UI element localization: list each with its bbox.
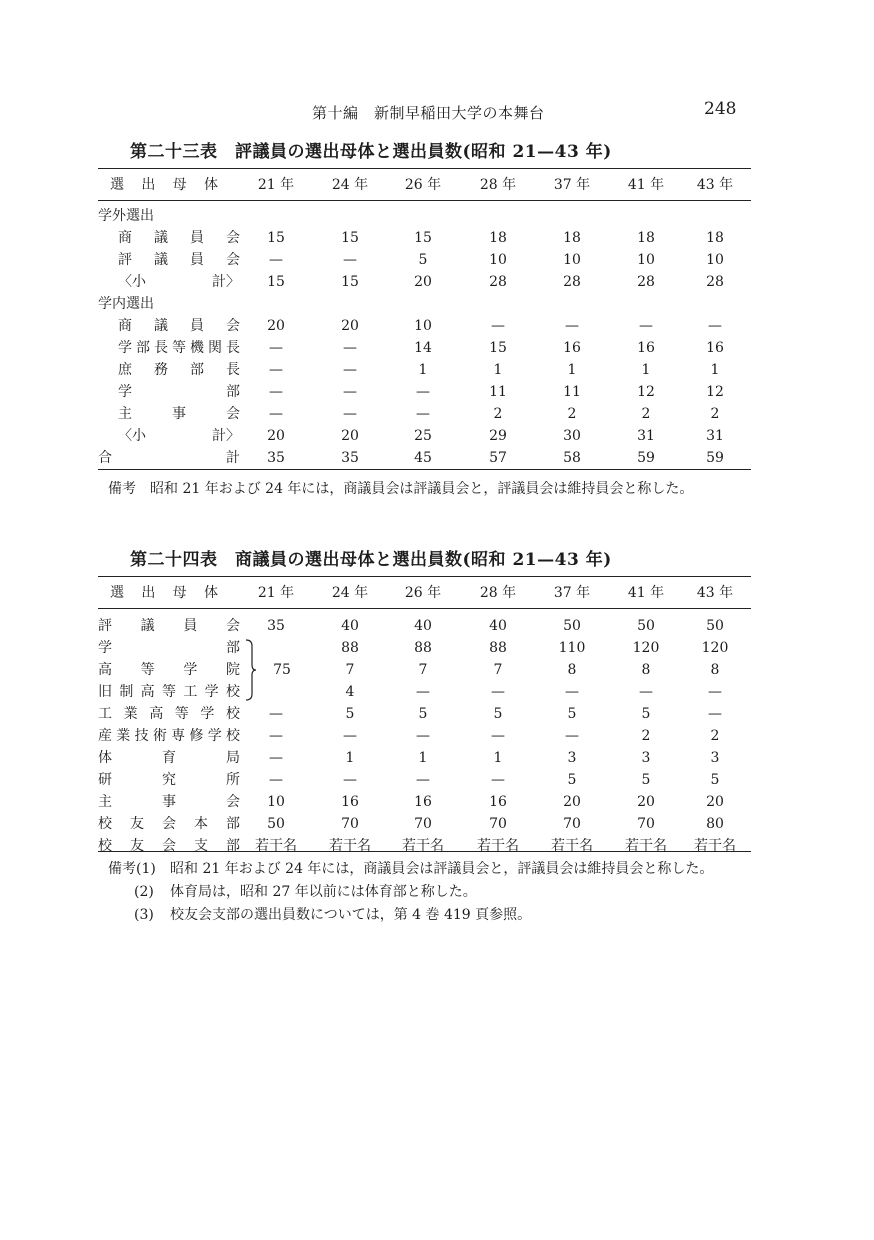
table-23-note: 備考 昭和 21 年および 24 年には，商議員会は評議員会と，評議員会は維持員会と称した。 bbox=[108, 481, 694, 497]
table-23-cell: — bbox=[416, 384, 430, 400]
table-23-row-label: 評 議 員 会 bbox=[118, 252, 240, 268]
table-23-column-header: 21 年 bbox=[257, 177, 295, 193]
table-24-cell: — bbox=[343, 772, 357, 788]
table-24-cell: — bbox=[491, 728, 505, 744]
table-23-cell: — bbox=[639, 318, 653, 334]
table-24-cell: 7 bbox=[418, 662, 428, 678]
table-24 bbox=[98, 578, 751, 857]
table-24-cell: 2 bbox=[641, 728, 651, 744]
table-23-cell: 14 bbox=[414, 340, 432, 356]
table-24-cell: 40 bbox=[489, 618, 507, 634]
table-23-cell: 2 bbox=[493, 406, 503, 422]
table-24-cell: — bbox=[565, 728, 579, 744]
table-24-cell: 88 bbox=[414, 640, 432, 656]
table-24-top-rule bbox=[98, 576, 751, 577]
table-24-column-header: 21 年 bbox=[257, 585, 295, 601]
page-number: 248 bbox=[704, 99, 737, 119]
table-24-row bbox=[98, 615, 751, 637]
table-23-cell: 1 bbox=[418, 362, 428, 378]
table-23-cell: 10 bbox=[563, 252, 581, 268]
table-24-row-label: 高 等 学 院 bbox=[98, 662, 240, 678]
table-24-row-label: 研 究 所 bbox=[98, 772, 240, 788]
table-23-column-header: 24 年 bbox=[331, 177, 369, 193]
table-24-cell: — bbox=[491, 772, 505, 788]
table-24-column-header: 37 年 bbox=[553, 585, 591, 601]
table-23-column-header: 28 年 bbox=[479, 177, 517, 193]
table-24-cell: — bbox=[416, 772, 430, 788]
table-24-cell: 5 bbox=[493, 706, 503, 722]
table-23-cell: 35 bbox=[267, 450, 285, 466]
table-24-cell: — bbox=[269, 706, 283, 722]
table-23-cell: 20 bbox=[414, 274, 432, 290]
table-23-cell: 20 bbox=[267, 318, 285, 334]
table-23-row bbox=[98, 359, 751, 381]
table-24-column-header: 24 年 bbox=[331, 585, 369, 601]
table-23-cell: — bbox=[269, 362, 283, 378]
table-24-cell: — bbox=[269, 772, 283, 788]
table-23-cell: — bbox=[565, 318, 579, 334]
table-23-cell: 1 bbox=[641, 362, 651, 378]
table-23-row-label: 庶 務 部 長 bbox=[118, 362, 240, 378]
table-24-cell: — bbox=[491, 684, 505, 700]
table-23-cell: 45 bbox=[414, 450, 432, 466]
table-23-cell: 10 bbox=[637, 252, 655, 268]
table-23-cell: — bbox=[343, 362, 357, 378]
table-23-cell: — bbox=[343, 384, 357, 400]
table-24-cell: 120 bbox=[701, 640, 729, 656]
table-24-cell: 5 bbox=[567, 772, 577, 788]
table-24-cell: — bbox=[416, 728, 430, 744]
table-24-row-label: 校 友 会 支 部 bbox=[98, 838, 240, 854]
table-23-row bbox=[98, 403, 751, 425]
table-23-row bbox=[98, 249, 751, 271]
table-23-cell: 15 bbox=[489, 340, 507, 356]
table-23-bottom-rule bbox=[98, 469, 751, 470]
table-24-cell: 1 bbox=[345, 750, 355, 766]
table-23-cell: 15 bbox=[267, 230, 285, 246]
table-24-row bbox=[98, 769, 751, 791]
table-23-row-label: 〈小 計〉 bbox=[118, 428, 240, 444]
table-23-row-label: 〈小 計〉 bbox=[118, 274, 240, 290]
table-24-cell: 40 bbox=[414, 618, 432, 634]
table-24-note-text: 体育局は，昭和 27 年以前には体育部と称した。 bbox=[170, 884, 477, 900]
table-23-cell: — bbox=[269, 252, 283, 268]
table-23-cell: 15 bbox=[267, 274, 285, 290]
table-24-cell: 50 bbox=[563, 618, 581, 634]
table-24-cell: 70 bbox=[563, 816, 581, 832]
table-23-row-label: 学 部 bbox=[118, 384, 240, 400]
table-23-row-label: 主 事 会 bbox=[118, 406, 240, 422]
table-24-cell: — bbox=[639, 684, 653, 700]
table-24-column-header: 28 年 bbox=[479, 585, 517, 601]
table-23-cell: 5 bbox=[418, 252, 428, 268]
table-24-row bbox=[98, 747, 751, 769]
table-23-cell: 28 bbox=[563, 274, 581, 290]
brace-icon bbox=[244, 637, 258, 703]
table-23-cell: 2 bbox=[641, 406, 651, 422]
table-23-cell: 18 bbox=[563, 230, 581, 246]
table-23-cell: 29 bbox=[489, 428, 507, 444]
table-24-note-key: (3) bbox=[134, 907, 154, 923]
table-23-cell: 28 bbox=[706, 274, 724, 290]
table-23-title: 第二十三表 評議員の選出母体と選出員数(昭和 21—43 年) bbox=[130, 142, 612, 162]
table-24-row bbox=[98, 791, 751, 813]
table-24-cell: 3 bbox=[641, 750, 651, 766]
running-header bbox=[0, 99, 874, 126]
table-23-cell: 58 bbox=[563, 450, 581, 466]
table-24-note-text: 校友会支部の選出員数については，第 4 巻 419 頁参照。 bbox=[170, 907, 532, 923]
table-23-cell: 30 bbox=[563, 428, 581, 444]
table-23-header-row bbox=[98, 170, 751, 200]
table-24-cell: 70 bbox=[414, 816, 432, 832]
table-24-cell: 16 bbox=[414, 794, 432, 810]
table-23-row-label: 商 議 員 会 bbox=[118, 318, 240, 334]
table-24-cell: — bbox=[269, 728, 283, 744]
table-23-cell: 18 bbox=[637, 230, 655, 246]
table-23-row-label: 合 計 bbox=[98, 450, 240, 466]
table-24-cell: 4 bbox=[345, 684, 355, 700]
table-24-row bbox=[98, 681, 751, 703]
table-23-cell: 16 bbox=[563, 340, 581, 356]
table-23-cell: 2 bbox=[567, 406, 577, 422]
table-23 bbox=[98, 170, 751, 469]
table-24-cell: 20 bbox=[637, 794, 655, 810]
table-24-note-key: 備考(1) bbox=[108, 861, 156, 877]
table-24-cell: 16 bbox=[341, 794, 359, 810]
table-23-row bbox=[98, 381, 751, 403]
table-24-cell: 110 bbox=[558, 640, 586, 656]
table-24-cell: 8 bbox=[567, 662, 577, 678]
table-24-cell: 3 bbox=[710, 750, 720, 766]
table-23-cell: 28 bbox=[489, 274, 507, 290]
table-23-cell: 16 bbox=[637, 340, 655, 356]
table-23-row bbox=[98, 271, 751, 293]
table-24-column-header: 26 年 bbox=[404, 585, 442, 601]
table-24-cell: 70 bbox=[341, 816, 359, 832]
table-24-row-label: 工 業 高 等 学 校 bbox=[98, 706, 240, 722]
table-24-cell: 16 bbox=[489, 794, 507, 810]
table-23-cell: 20 bbox=[341, 318, 359, 334]
table-23-cell: 1 bbox=[567, 362, 577, 378]
table-23-row bbox=[98, 337, 751, 359]
table-24-cell: 5 bbox=[710, 772, 720, 788]
table-24-cell: 3 bbox=[567, 750, 577, 766]
table-24-cell: 若干名 bbox=[329, 838, 371, 854]
table-24-cell: — bbox=[343, 728, 357, 744]
table-24-cell: — bbox=[565, 684, 579, 700]
table-24-row-label: 旧 制 高 等 工 学 校 bbox=[98, 684, 240, 700]
table-23-cell: 11 bbox=[563, 384, 581, 400]
table-24-cell: 50 bbox=[637, 618, 655, 634]
table-24-cell: 8 bbox=[641, 662, 651, 678]
table-23-row bbox=[98, 425, 751, 447]
table-24-cell: 2 bbox=[710, 728, 720, 744]
table-24-note-key: (2) bbox=[134, 884, 154, 900]
table-23-cell: 59 bbox=[637, 450, 655, 466]
table-23-row bbox=[98, 293, 751, 315]
running-title: 第十編 新制早稲田大学の本舞台 bbox=[312, 104, 545, 122]
table-24-cell: 7 bbox=[345, 662, 355, 678]
table-23-row bbox=[98, 205, 751, 227]
table-23-cell: 15 bbox=[341, 230, 359, 246]
table-23-column-header: 43 年 bbox=[696, 177, 734, 193]
table-24-row bbox=[98, 725, 751, 747]
table-23-row-label: 学 部 長 等 機 関 長 bbox=[118, 340, 240, 356]
table-23-cell: 25 bbox=[414, 428, 432, 444]
table-24-cell: 50 bbox=[706, 618, 724, 634]
table-24-row bbox=[98, 637, 751, 659]
table-24-cell: 若干名 bbox=[551, 838, 593, 854]
table-23-cell: 31 bbox=[706, 428, 724, 444]
table-23-cell: 10 bbox=[706, 252, 724, 268]
table-24-cell: — bbox=[269, 750, 283, 766]
table-23-row-label: 商 議 員 会 bbox=[118, 230, 240, 246]
table-24-row bbox=[98, 813, 751, 835]
table-23-cell: 18 bbox=[706, 230, 724, 246]
table-23-cell: 1 bbox=[710, 362, 720, 378]
table-24-cell: 35 bbox=[267, 618, 285, 634]
table-24-row-label: 体 育 局 bbox=[98, 750, 240, 766]
table-24-cell: 若干名 bbox=[694, 838, 736, 854]
table-23-cell: 20 bbox=[341, 428, 359, 444]
table-24-row bbox=[98, 703, 751, 725]
table-23-cell: 1 bbox=[493, 362, 503, 378]
table-23-row bbox=[98, 447, 751, 469]
table-24-cell: 88 bbox=[341, 640, 359, 656]
table-23-cell: 31 bbox=[637, 428, 655, 444]
table-24-row-label: 産 業 技 術 専 修 学 校 bbox=[98, 728, 240, 744]
table-24-cell: 5 bbox=[567, 706, 577, 722]
table-24-cell: 5 bbox=[345, 706, 355, 722]
table-24-cell: 若干名 bbox=[255, 838, 297, 854]
table-23-column-header: 37 年 bbox=[553, 177, 591, 193]
table-24-cell: — bbox=[416, 684, 430, 700]
table-24-cell: 5 bbox=[641, 706, 651, 722]
table-23-cell: 35 bbox=[341, 450, 359, 466]
table-24-cell: 70 bbox=[489, 816, 507, 832]
table-23-cell: 15 bbox=[341, 274, 359, 290]
table-23-cell: 12 bbox=[637, 384, 655, 400]
table-23-cell: — bbox=[343, 252, 357, 268]
table-24-column-header: 41 年 bbox=[627, 585, 665, 601]
table-24-cell: 若干名 bbox=[402, 838, 444, 854]
table-23-row-label: 学内選出 bbox=[98, 296, 154, 312]
table-24-cell: 5 bbox=[641, 772, 651, 788]
table-23-cell: 16 bbox=[706, 340, 724, 356]
table-23-cell: 2 bbox=[710, 406, 720, 422]
table-23-cell: 15 bbox=[414, 230, 432, 246]
table-23-row bbox=[98, 227, 751, 249]
table-23-cell: 57 bbox=[489, 450, 507, 466]
table-24-header-label: 選 出 母 体 bbox=[110, 585, 218, 601]
table-24-row-label: 学 部 bbox=[98, 640, 240, 656]
table-24-note-text: 昭和 21 年および 24 年には，商議員会は評議員会と，評議員会は維持員会と称した。 bbox=[170, 861, 714, 877]
table-23-cell: 12 bbox=[706, 384, 724, 400]
table-23-cell: — bbox=[416, 406, 430, 422]
table-24-cell: 88 bbox=[489, 640, 507, 656]
table-24-cell: — bbox=[708, 684, 722, 700]
table-23-row bbox=[98, 315, 751, 337]
table-24-cell: 120 bbox=[632, 640, 660, 656]
table-24-cell: 1 bbox=[418, 750, 428, 766]
table-24-row bbox=[98, 659, 751, 681]
table-24-row-label: 評 議 員 会 bbox=[98, 618, 240, 634]
table-24-row-label: 校 友 会 本 部 bbox=[98, 816, 240, 832]
table-23-top-rule bbox=[98, 168, 751, 169]
table-24-cell: 75 bbox=[273, 662, 291, 678]
table-24-cell: 10 bbox=[267, 794, 285, 810]
table-24-cell: 70 bbox=[637, 816, 655, 832]
table-24-cell: 8 bbox=[710, 662, 720, 678]
table-24-row-label: 主 事 会 bbox=[98, 794, 240, 810]
table-23-cell: 59 bbox=[706, 450, 724, 466]
table-23-column-header: 41 年 bbox=[627, 177, 665, 193]
table-24-header-rule bbox=[98, 608, 751, 615]
table-24-cell: 80 bbox=[706, 816, 724, 832]
table-23-column-header: 26 年 bbox=[404, 177, 442, 193]
table-23-header-label: 選 出 母 体 bbox=[110, 177, 218, 193]
table-23-cell: — bbox=[708, 318, 722, 334]
table-24-cell: 7 bbox=[493, 662, 503, 678]
table-23-cell: — bbox=[269, 340, 283, 356]
table-23-cell: — bbox=[269, 406, 283, 422]
table-23-cell: — bbox=[343, 340, 357, 356]
table-24-cell: 40 bbox=[341, 618, 359, 634]
table-24-column-header: 43 年 bbox=[696, 585, 734, 601]
table-23-cell: 28 bbox=[637, 274, 655, 290]
table-23-cell: — bbox=[343, 406, 357, 422]
table-23-cell: — bbox=[491, 318, 505, 334]
table-24-title: 第二十四表 商議員の選出母体と選出員数(昭和 21—43 年) bbox=[130, 550, 612, 570]
table-24-cell: 5 bbox=[418, 706, 428, 722]
table-24-cell: 若干名 bbox=[477, 838, 519, 854]
table-24-cell: 若干名 bbox=[625, 838, 667, 854]
table-24-cell: 20 bbox=[563, 794, 581, 810]
table-24-row bbox=[98, 835, 751, 857]
table-24-cell: 1 bbox=[493, 750, 503, 766]
table-24-cell: 20 bbox=[706, 794, 724, 810]
table-23-cell: — bbox=[269, 384, 283, 400]
table-23-cell: 20 bbox=[267, 428, 285, 444]
table-23-cell: 10 bbox=[414, 318, 432, 334]
table-23-cell: 10 bbox=[489, 252, 507, 268]
table-23-cell: 11 bbox=[489, 384, 507, 400]
table-23-cell: 18 bbox=[489, 230, 507, 246]
table-24-bottom-rule bbox=[98, 851, 751, 852]
table-24-header-row bbox=[98, 578, 751, 608]
table-23-row-label: 学外選出 bbox=[98, 208, 154, 224]
table-24-cell: — bbox=[708, 706, 722, 722]
table-24-cell: 50 bbox=[267, 816, 285, 832]
